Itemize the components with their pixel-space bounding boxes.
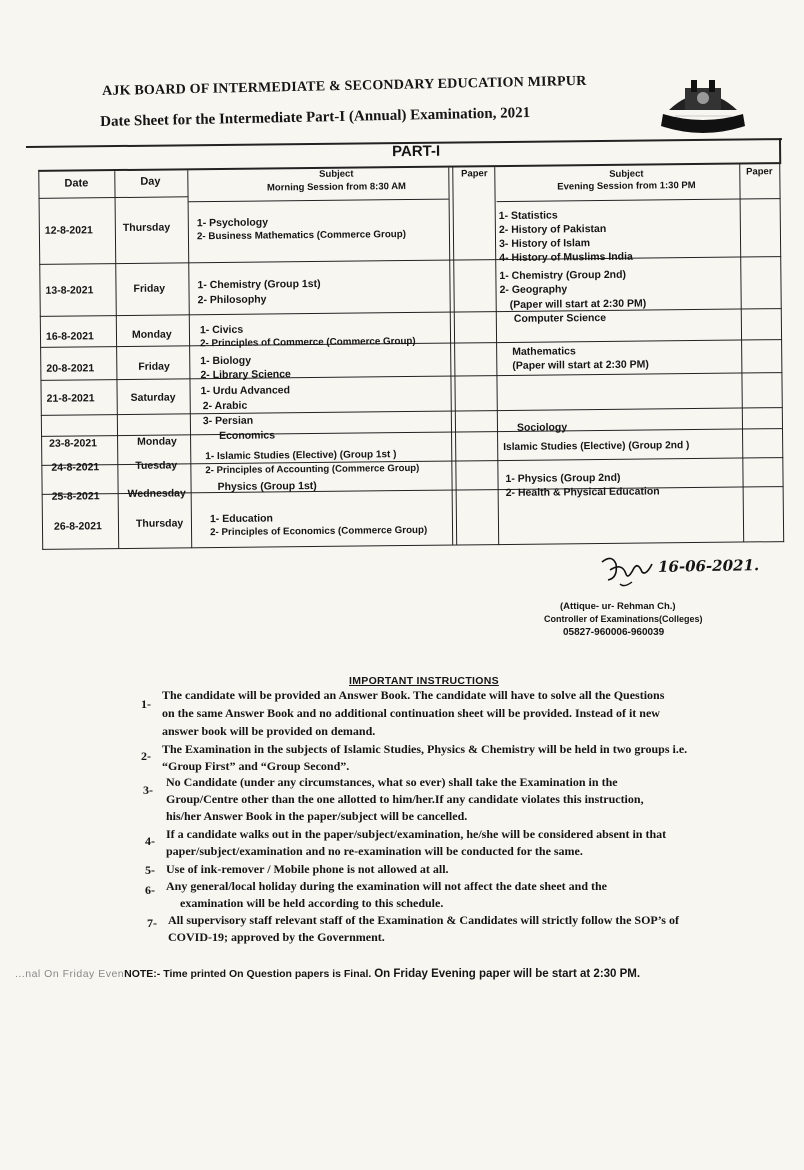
instruction-4-num: 4- bbox=[145, 834, 155, 848]
row-8-day: Wednesday bbox=[127, 487, 186, 500]
row-1-date: 12-8-2021 bbox=[44, 224, 93, 237]
row-4-date: 20-8-2021 bbox=[46, 362, 95, 375]
instruction-3-num: 3- bbox=[143, 783, 153, 797]
col-paper2-header: Paper bbox=[746, 166, 773, 178]
controller-designation: Controller of Examinations(Colleges) bbox=[544, 614, 703, 624]
instruction-1-line-3: answer book will be provided on demand. bbox=[162, 724, 376, 738]
col-date-header: Date bbox=[64, 177, 89, 190]
row-2-day: Friday bbox=[133, 282, 166, 295]
instruction-1-line-2: on the same Answer Book and no additional continuation sheet will be provided. Instead of it new bbox=[162, 706, 660, 720]
instruction-1-num: 1- bbox=[141, 697, 151, 711]
instruction-3-line-2: Group/Centre other than the one allotted to him/her.If any candidate violates this instruction, bbox=[166, 792, 644, 806]
instruction-7-line-1: All supervisory staff relevant staff of the Examination & Candidates will strictly follow the SOP’s of bbox=[168, 913, 679, 927]
controller-phone: 05827-960006-960039 bbox=[563, 627, 665, 638]
row-8-evening-1: 1- Physics (Group 2nd) bbox=[505, 471, 621, 485]
signature-scribble-icon bbox=[598, 552, 658, 588]
instruction-7-line-2: COVID-19; approved by the Government. bbox=[168, 930, 385, 944]
row-2-evening-2: 2- Geography bbox=[499, 283, 568, 297]
col-subject2-header: Subject bbox=[609, 168, 644, 180]
instruction-2-line-2: “Group First” and “Group Second”. bbox=[162, 759, 350, 773]
row-9-date: 26-8-2021 bbox=[53, 520, 102, 533]
instruction-6-num: 6- bbox=[145, 883, 155, 897]
row-5-morning-1: 1- Urdu Advanced bbox=[200, 384, 291, 398]
row-1-morning-1: 1- Psychology bbox=[196, 216, 269, 230]
footer-note bbox=[15, 968, 640, 980]
row-2-morning-2: 2- Philosophy bbox=[197, 293, 267, 307]
row-1-evening-3: 3- History of Islam bbox=[498, 237, 591, 251]
instruction-6-line-2: examination will be held according to this schedule. bbox=[180, 896, 444, 910]
note-main: On Friday Evening paper will be start at 2:30 PM. bbox=[374, 968, 641, 980]
row-4-evening-1: Mathematics bbox=[512, 345, 576, 358]
row-5-morning-3: 3- Persian bbox=[202, 414, 254, 428]
instruction-3-line-3: his/her Answer Book in the paper/subject will be cancelled. bbox=[166, 809, 468, 823]
row-6-morning-1: Economics bbox=[218, 429, 276, 442]
instruction-5-num: 5- bbox=[145, 863, 155, 877]
instruction-5-line-1: Use of ink-remover / Mobile phone is not allowed at all. bbox=[166, 862, 449, 876]
row-3-date: 16-8-2021 bbox=[45, 330, 94, 343]
row-5-day: Saturday bbox=[130, 391, 176, 404]
row-7-morning-2: 2- Principles of Accounting (Commerce Group) bbox=[205, 462, 420, 477]
date-sheet-table bbox=[26, 138, 786, 550]
row-6-evening-1: Sociology bbox=[516, 421, 568, 434]
note-prefix: NOTE:- Time printed On Question papers is Final. bbox=[124, 968, 372, 980]
instruction-6-line-1: Any general/local holiday during the examination will not affect the date sheet and the bbox=[166, 879, 607, 893]
row-8-morning-1: Physics (Group 1st) bbox=[217, 479, 317, 494]
board-logo-icon bbox=[655, 72, 751, 136]
row-7-evening-1: Islamic Studies (Elective) (Group 2nd ) bbox=[503, 440, 690, 454]
instruction-2-line-1: The Examination in the subjects of Islamic Studies, Physics & Chemistry will be held in two groups i.e. bbox=[162, 742, 688, 756]
row-1-evening-1: 1- Statistics bbox=[498, 209, 558, 223]
row-9-day: Thursday bbox=[135, 517, 184, 530]
row-1-evening-4: 4- History of Muslims India bbox=[499, 250, 633, 265]
row-7-morning-1: 1- Islamic Studies (Elective) (Group 1st ) bbox=[205, 449, 397, 463]
instruction-2-num: 2- bbox=[141, 749, 151, 763]
signature-date: 16-06-2021. bbox=[657, 556, 760, 576]
row-2-morning-1: 1- Chemistry (Group 1st) bbox=[197, 277, 321, 292]
row-3-evening-1: Computer Science bbox=[513, 311, 607, 325]
row-4-day: Friday bbox=[138, 360, 170, 373]
page-title: Date Sheet for the Intermediate Part-I (Annual) Examination, 2021 bbox=[100, 104, 531, 130]
row-5-morning-2: 2- Arabic bbox=[202, 399, 248, 413]
instructions-title: IMPORTANT INSTRUCTIONS bbox=[349, 675, 499, 687]
col-paper-header: Paper bbox=[461, 168, 488, 180]
instruction-4-line-2: paper/subject/examination and no re-examination will be conducted for the same. bbox=[166, 844, 583, 858]
row-7-day: Tuesday bbox=[135, 459, 178, 472]
row-8-evening-2: 2- Health & Physical Education bbox=[505, 485, 660, 499]
row-2-date: 13-8-2021 bbox=[45, 284, 94, 297]
col-evening-header: Evening Session from 1:30 PM bbox=[557, 179, 696, 193]
row-3-morning-2: 2- Principles of Commerce (Commerce Group) bbox=[200, 335, 416, 350]
row-4-morning-1: 1- Biology bbox=[200, 354, 252, 368]
board-title: AJK BOARD OF INTERMEDIATE & SECONDARY EDUCATION MIRPUR bbox=[102, 73, 587, 99]
row-2-evening-3: (Paper will start at 2:30 PM) bbox=[509, 297, 647, 311]
row-3-morning-1: 1- Civics bbox=[199, 323, 244, 337]
row-5-date: 21-8-2021 bbox=[46, 392, 95, 405]
col-day-header: Day bbox=[140, 175, 161, 188]
row-4-evening-2: (Paper will start at 2:30 PM) bbox=[512, 358, 649, 372]
row-4-morning-2: 2- Library Science bbox=[200, 368, 291, 382]
row-1-morning-2: 2- Business Mathematics (Commerce Group) bbox=[196, 229, 407, 243]
row-9-morning-1: 1- Education bbox=[209, 512, 273, 526]
col-subject-header: Subject bbox=[319, 168, 354, 180]
row-1-evening-2: 2- History of Pakistan bbox=[498, 222, 607, 237]
row-6-date: 23-8-2021 bbox=[49, 437, 98, 450]
row-8-date: 25-8-2021 bbox=[51, 490, 100, 503]
instruction-4-line-1: If a candidate walks out in the paper/subject/examination, he/she will be considered absent in that bbox=[166, 827, 667, 841]
instruction-7-num: 7- bbox=[147, 916, 157, 930]
col-morning-header: Morning Session from 8:30 AM bbox=[266, 181, 407, 194]
row-3-day: Monday bbox=[131, 328, 172, 341]
row-7-date: 24-8-2021 bbox=[51, 461, 100, 474]
instruction-3-line-1: No Candidate (under any circumstances, what so ever) shall take the Examination in the bbox=[166, 775, 618, 789]
controller-name: (Attique- ur- Rehman Ch.) bbox=[560, 601, 676, 612]
note-faint-text: ...nal On Friday Even bbox=[15, 968, 125, 980]
row-9-morning-2: 2- Principles of Economics (Commerce Group) bbox=[210, 524, 428, 539]
row-2-evening-1: 1- Chemistry (Group 2nd) bbox=[499, 268, 627, 283]
part-title: PART-I bbox=[391, 142, 441, 161]
row-6-day: Monday bbox=[137, 435, 177, 448]
instruction-1-line-1: The candidate will be provided an Answer Book. The candidate will have to solve all the Questions bbox=[162, 688, 665, 702]
row-1-day: Thursday bbox=[122, 221, 171, 234]
